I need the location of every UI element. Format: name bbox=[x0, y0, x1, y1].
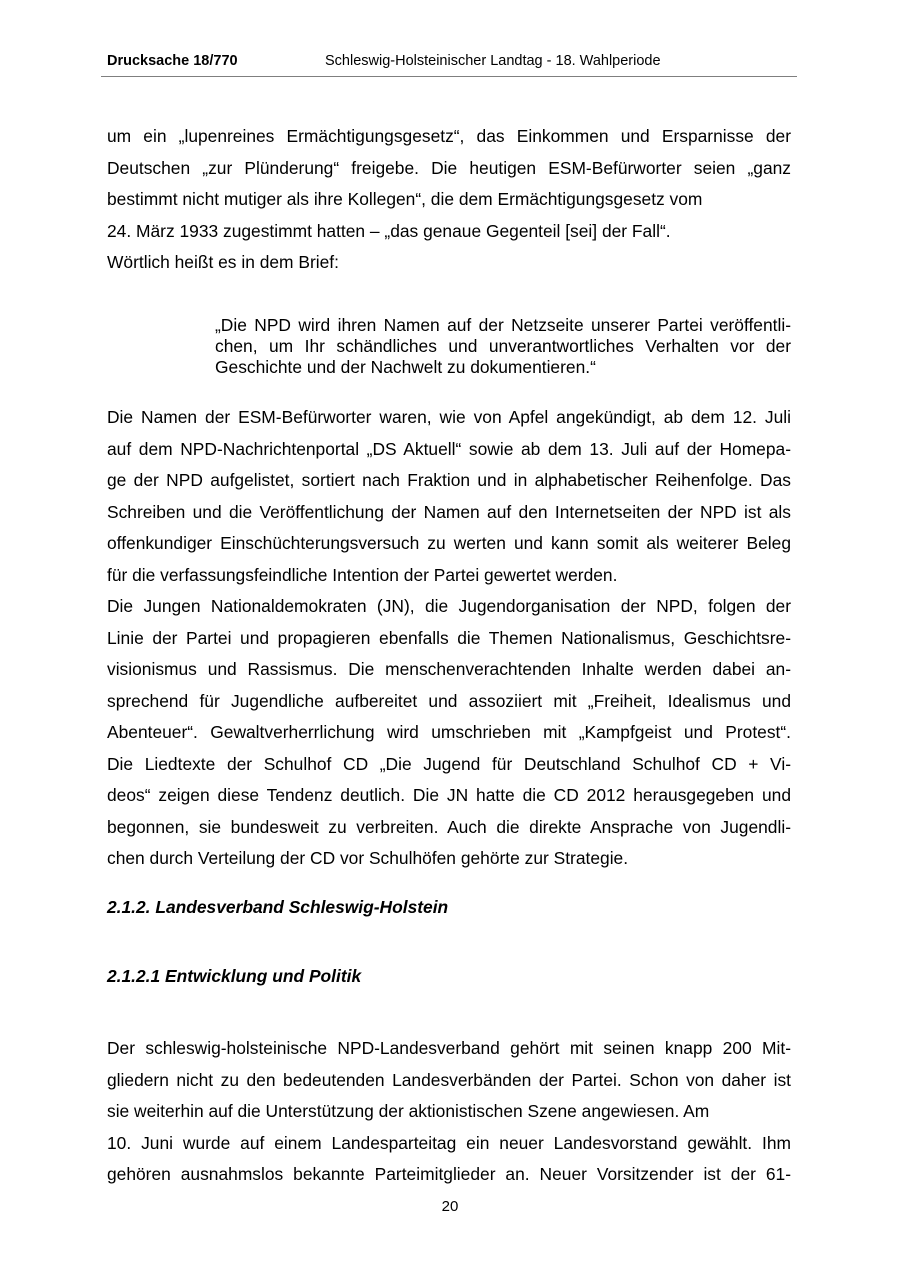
section-heading-entwicklung: 2.1.2.1 Entwicklung und Politik bbox=[107, 966, 362, 986]
quote-line: Geschichte und der Nachwelt zu dokumentieren.“ bbox=[215, 357, 596, 377]
text-line: Die Namen der ESM-Befürworter waren, wie von Apfel angekündigt, ab dem 12. Juli bbox=[107, 407, 791, 427]
text-line: gehören ausnahmslos bekannte Parteimitglieder an. Neuer Vorsitzender ist der 61- bbox=[107, 1164, 791, 1184]
text-line: Der schleswig-holsteinische NPD-Landesverband gehört mit seinen knapp 200 Mit- bbox=[107, 1038, 791, 1058]
text-line: Die Liedtexte der Schulhof CD „Die Jugend für Deutschland Schulhof CD + Vi- bbox=[107, 753, 791, 774]
text-line: chen durch Verteilung der CD vor Schulhöfen gehörte zur Strategie. bbox=[107, 848, 629, 868]
block-quote bbox=[215, 315, 791, 378]
text-line: Deutschen „zur Plünderung“ freigebe. Die heutigen ESM-Befürworter seien „ganz bbox=[107, 157, 791, 178]
quote-line: „Die NPD wird ihren Namen auf der Netzseite unserer Partei veröffentli- bbox=[215, 315, 791, 335]
text-line: Wörtlich heißt es in dem Brief: bbox=[107, 252, 339, 272]
document-number: Drucksache 18/770 bbox=[107, 53, 238, 69]
paragraph-landesverband bbox=[107, 1033, 791, 1191]
paragraph-esm-names bbox=[107, 402, 791, 875]
text-line: deos“ zeigen diese Tendenz deutlich. Die JN hatte die CD 2012 herausgegeben und bbox=[107, 785, 791, 805]
text-line: Abenteuer“. Gewaltverherrlichung wird umschrieben mit „Kampfgeist und Protest“. bbox=[107, 722, 791, 742]
text-line: 24. März 1933 zugestimmt hatten – „das genaue Gegenteil [sei] der Fall“. bbox=[107, 220, 671, 241]
text-line: gliedern nicht zu den bedeutenden Landesverbänden der Partei. Schon von daher ist bbox=[107, 1069, 791, 1090]
text-line: visionismus und Rassismus. Die menschenverachtenden Inhalte werden dabei an- bbox=[107, 659, 791, 679]
text-line: auf dem NPD-Nachrichtenportal „DS Aktuell“ sowie ab dem 13. Juli auf der Homepa- bbox=[107, 438, 791, 459]
text-line: begonnen, sie bundesweit zu verbreiten. Auch die direkte Ansprache von Jugendli- bbox=[107, 816, 791, 837]
text-line: für die verfassungsfeindliche Intention der Partei gewertet werden. bbox=[107, 564, 618, 585]
text-line: sie weiterhin auf die Unterstützung der aktionistischen Szene angewiesen. Am bbox=[107, 1101, 710, 1121]
text-line: um ein „lupenreines Ermächtigungsgesetz“, das Einkommen und Ersparnisse der bbox=[107, 126, 791, 146]
page-header bbox=[101, 52, 797, 77]
text-line: offenkundiger Einschüchterungsversuch zu werten und kann somit als weiterer Beleg bbox=[107, 533, 791, 553]
quote-line: chen, um Ihr schändliches und unverantwortliches Verhalten vor der bbox=[215, 336, 791, 356]
text-line: Die Jungen Nationaldemokraten (JN), die Jugendorganisation der NPD, folgen der bbox=[107, 596, 791, 616]
text-line: sprechend für Jugendliche aufbereitet und assoziiert mit „Freiheit, Idealismus und bbox=[107, 690, 791, 711]
text-line: bestimmt nicht mutiger als ihre Kollegen“, die dem Ermächtigungsgesetz vom bbox=[107, 189, 703, 209]
section-heading-landesverband: 2.1.2. Landesverband Schleswig-Holstein bbox=[107, 897, 449, 917]
text-line: Schreiben und die Veröffentlichung der Namen auf den Internetseiten der NPD ist als bbox=[107, 501, 791, 522]
page-number: 20 bbox=[441, 1198, 459, 1215]
paragraph-ermaechtigungsgesetz bbox=[107, 121, 791, 279]
text-line: Linie der Partei und propagieren ebenfalls die Themen Nationalismus, Geschichtsre- bbox=[107, 627, 791, 648]
text-line: ge der NPD aufgelistet, sortiert nach Fraktion und in alphabetischer Reihenfolge. Das bbox=[107, 470, 791, 490]
parliament-title: Schleswig-Holsteinischer Landtag - 18. Wahlperiode bbox=[325, 53, 661, 69]
text-line: 10. Juni wurde auf einem Landesparteitag ein neuer Landesvorstand gewählt. Ihm bbox=[107, 1132, 791, 1153]
